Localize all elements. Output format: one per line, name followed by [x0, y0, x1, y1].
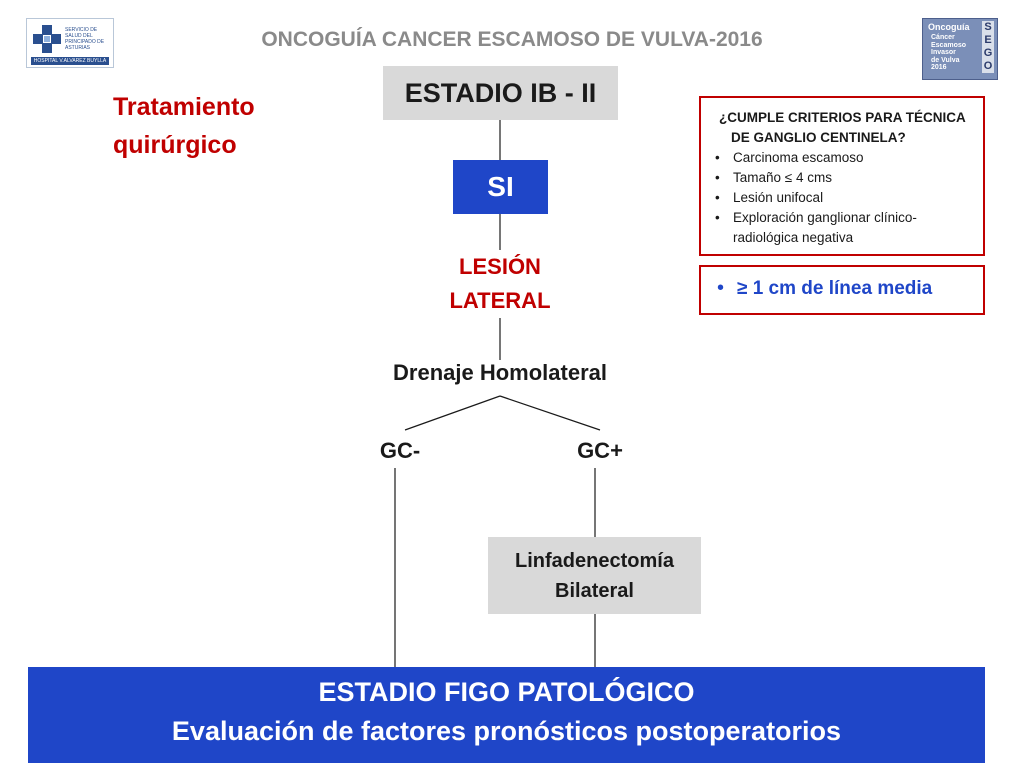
- bullet-icon: •: [717, 277, 725, 299]
- section-subtitle: [113, 88, 303, 164]
- criteria-question-line: ¿CUMPLE CRITERIOS PARA TÉCNICA: [719, 110, 966, 125]
- subtitle-line: Tratamiento: [113, 93, 255, 121]
- stage-box: ESTADIO IB - II: [383, 66, 618, 120]
- criteria-item: • Carcinoma escamoso: [701, 148, 981, 168]
- logo-right-line: Invasor: [931, 49, 956, 56]
- logo-right-line: 2016: [931, 64, 947, 71]
- logo-right-line: de Vulva: [931, 56, 960, 64]
- drainage-label: Drenaje Homolateral: [393, 360, 607, 385]
- sego-letter: O: [983, 60, 993, 72]
- criteria-question-line: DE GANGLIO CENTINELA?: [731, 130, 906, 145]
- midline-criterion-box: [699, 265, 985, 315]
- lymphadenectomy-box: [488, 537, 701, 614]
- subtitle-line: quirúrgico: [113, 131, 237, 159]
- final-line-2: Evaluación de factores pronósticos postoperatorios: [171, 716, 842, 746]
- logo-left-text: SERVICIO DE SALUD DEL PRINCIPADO DE ASTURIAS: [65, 27, 105, 51]
- criteria-item-continuation: radiológica negativa: [733, 230, 854, 245]
- sego-letter: S: [984, 21, 992, 33]
- decision-yes-box: SI: [453, 160, 548, 214]
- lateral-lesion-label: [420, 250, 580, 318]
- criteria-question: [719, 108, 979, 148]
- logo-left-hospital: HOSPITAL V.ALVAREZ BUYLLA: [31, 57, 109, 65]
- logo-right-title: Oncoguía: [928, 22, 970, 32]
- connector-drainage-gcpos: [500, 396, 600, 430]
- logo-right-line: Escamoso: [931, 41, 967, 49]
- gc-negative-label: GC-: [379, 438, 421, 463]
- lesion-line: LATERAL: [449, 288, 551, 313]
- criteria-list: [701, 148, 981, 248]
- final-stage-box: [28, 667, 985, 763]
- sentinel-node-criteria-box: [699, 96, 985, 256]
- criteria-item: • Exploración ganglionar clínico-: [701, 208, 981, 228]
- lymph-line: Linfadenectomía: [515, 549, 674, 572]
- midline-criterion-text: ≥ 1 cm de línea media: [737, 278, 933, 299]
- sego-letter: E: [984, 34, 992, 46]
- logo-right-line: Cáncer: [931, 34, 955, 41]
- final-line-1: ESTADIO FIGO PATOLÓGICO: [318, 677, 695, 707]
- criteria-item: • Tamaño ≤ 4 cms: [701, 168, 981, 188]
- page-title: ONCOGUÍA CANCER ESCAMOSO DE VULVA-2016: [261, 28, 763, 51]
- lymph-line: Bilateral: [555, 579, 634, 602]
- connector-drainage-gcneg: [405, 396, 500, 430]
- sego-letter: G: [983, 47, 993, 59]
- gc-positive-label: GC+: [577, 438, 623, 463]
- lesion-line: LESIÓN: [459, 254, 541, 279]
- criteria-item: • Lesión unifocal: [701, 188, 981, 208]
